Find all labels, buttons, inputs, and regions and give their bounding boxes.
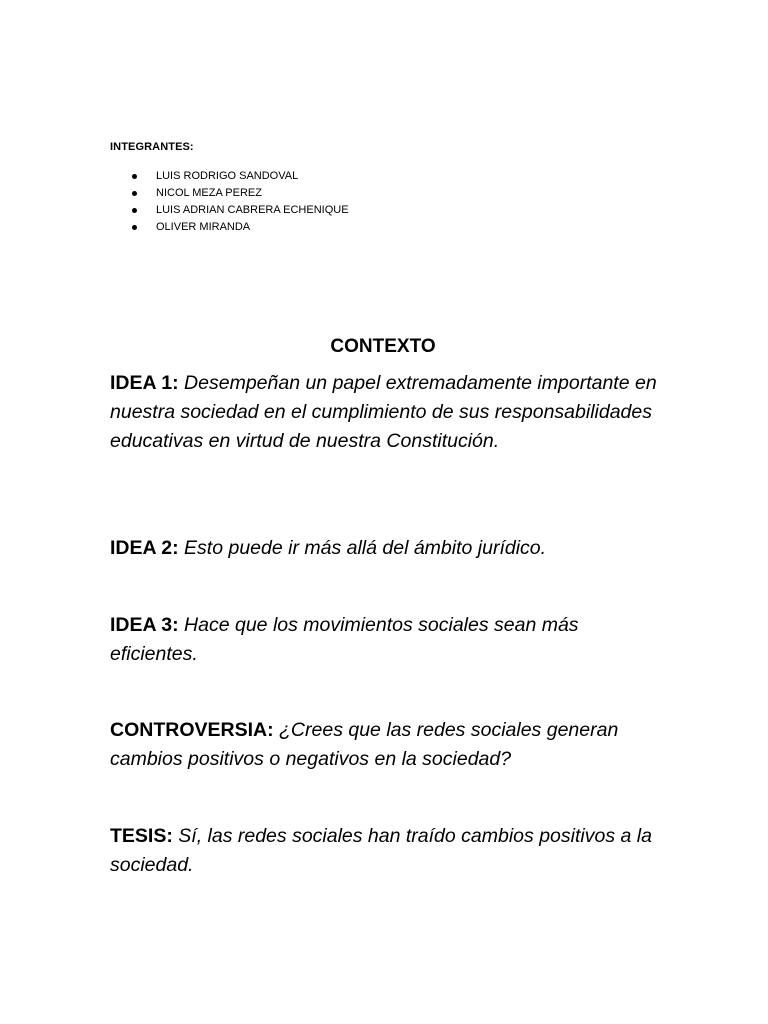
idea-3-text: Hace que los movimientos sociales sean más eficientes. (110, 614, 579, 665)
members-list (110, 168, 349, 236)
member-name: NICOL MEZA PEREZ (156, 187, 262, 199)
idea-1-label: IDEA 1: (110, 372, 179, 394)
list-item (110, 168, 349, 185)
controversia-label: CONTROVERSIA: (110, 719, 274, 741)
idea-2-paragraph (110, 534, 670, 563)
idea-2-text: Esto puede ir más allá del ámbito jurídico. (184, 537, 547, 559)
member-name: OLIVER MIRANDA (156, 221, 251, 233)
idea-2-label: IDEA 2: (110, 537, 179, 559)
list-item (110, 202, 349, 219)
members-heading: INTEGRANTES: (110, 141, 194, 153)
bullet-icon (132, 208, 137, 213)
idea-1-paragraph (110, 369, 670, 456)
tesis-paragraph (110, 822, 670, 880)
idea-1-text: Desempeñan un papel extremadamente importante en nuestra sociedad en el cumplimiento de sus responsabilidades educativas en virtud de nuestra Constitución. (110, 372, 657, 452)
member-name: LUIS ADRIAN CABRERA ECHENIQUE (156, 204, 349, 216)
tesis-text: Sí, las redes sociales han traído cambios positivos a la sociedad. (110, 825, 652, 876)
bullet-icon (132, 225, 137, 230)
idea-3-paragraph (110, 611, 670, 669)
section-title-text: CONTEXTO (330, 336, 436, 357)
list-item (110, 219, 349, 236)
idea-3-label: IDEA 3: (110, 614, 179, 636)
list-item (110, 185, 349, 202)
member-name: LUIS RODRIGO SANDOVAL (156, 170, 299, 182)
controversia-paragraph (110, 716, 670, 774)
tesis-label: TESIS: (110, 825, 173, 847)
section-title (0, 336, 768, 358)
bullet-icon (132, 174, 137, 179)
controversia-text: ¿Crees que las redes sociales generan cambios positivos o negativos en la sociedad? (110, 719, 619, 770)
bullet-icon (132, 191, 137, 196)
